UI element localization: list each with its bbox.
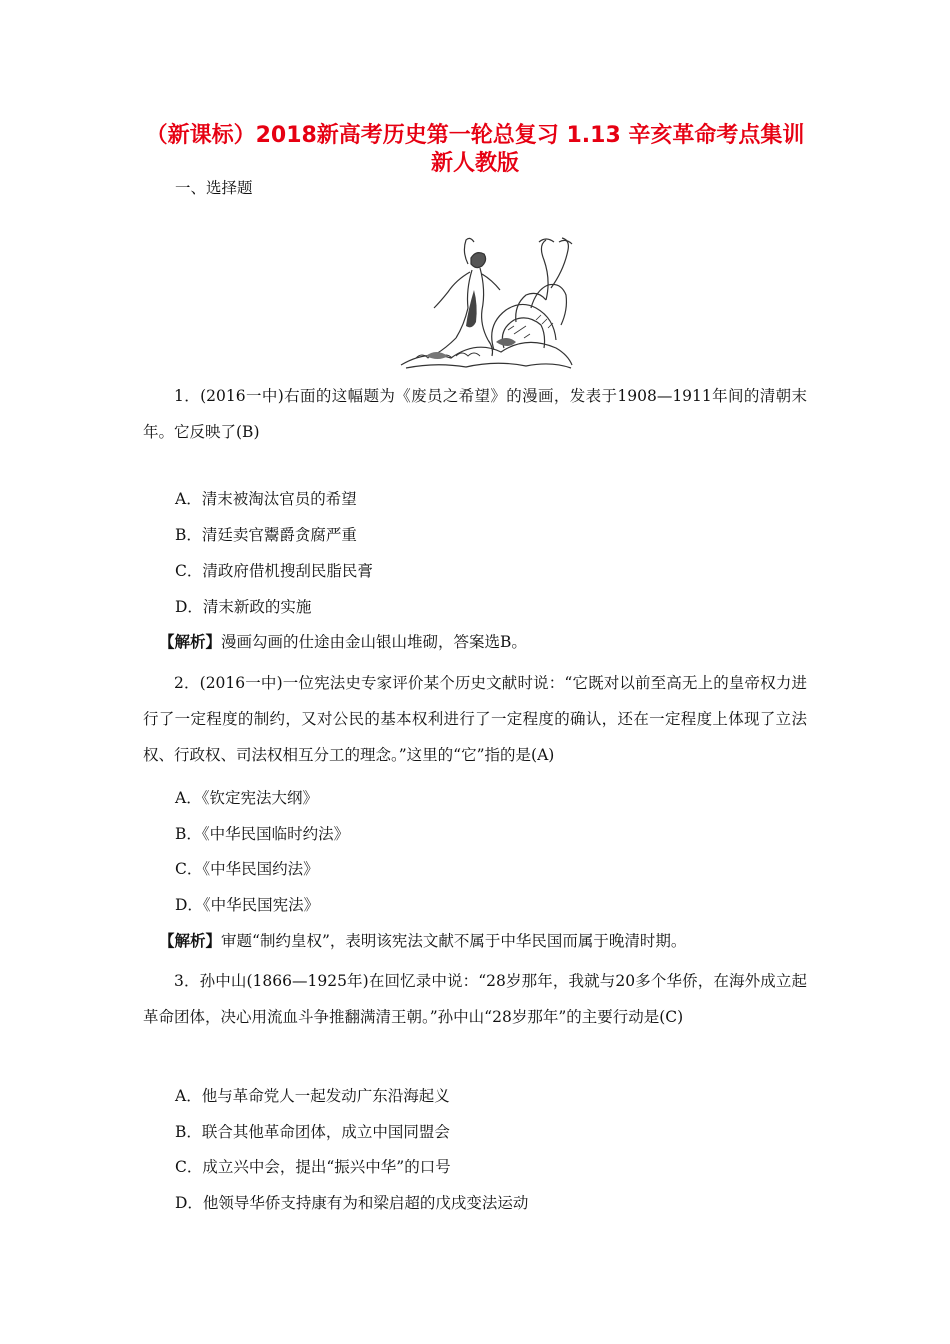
question-2-option-d: D．《中华民国宪法》 [175,896,320,914]
question-3-option-a: A．他与革命党人一起发动广东沿海起义 [175,1087,450,1105]
question-3-option-b: B．联合其他革命团体，成立中国同盟会 [175,1123,450,1141]
analysis-text: 审题“制约皇权”，表明该宪法文献不属于中华民国而属于晚清时期。 [221,932,687,950]
question-1-option-c: C．清政府借机搜刮民脂民膏 [175,562,373,580]
analysis-label: 【解析】 [159,931,222,950]
question-2-option-c: C．《中华民国约法》 [175,860,319,878]
question-2-stem [143,665,807,773]
document-title-line1: （新课标）2018新高考历史第一轮总复习 1.13 辛亥革命考点集训 [145,123,805,148]
question-1-text: 1．(2016一中)右面的这幅题为《废员之希望》的漫画，发表于1908—1911年间的清朝末年。它反映了(B) [143,387,807,441]
question-1-stem [143,378,807,450]
question-3-option-c: C．成立兴中会，提出“振兴中华”的口号 [175,1158,451,1176]
analysis-label: 【解析】 [159,632,222,651]
section-heading: 一、选择题 [175,179,253,197]
question-3-text: 3．孙中山(1866—1925年)在回忆录中说：“28岁那年，我就与20多个华侨，在海外成立起革命团体，决心用流血斗争推翻满清王朝。”孙中山“28岁那年”的主要行动是(C) [143,972,807,1026]
question-1-option-b: B．清廷卖官鬻爵贪腐严重 [175,526,357,544]
question-1-option-a: A．清末被淘汰官员的希望 [175,490,357,508]
question-1-analysis [159,632,527,652]
question-2-text: 2．(2016一中)一位宪法史专家评价某个历史文献时说：“它既对以前至高无上的皇帝权力进行了一定程度的制约，又对公民的基本权利进行了一定程度的确认，还在一定程度上体现了立法权、行政权、司法权相互分工的理念。”这里的“它”指的是(A) [143,674,807,764]
question-2-option-b: B．《中华民国临时约法》 [175,825,350,843]
question-3-stem [143,963,807,1035]
question-2-analysis [159,931,686,951]
document-title-line2: 新人教版 [430,151,519,176]
analysis-text: 漫画勾画的仕途由金山银山堆砌，答案选B。 [221,633,527,651]
question-1-option-d: D．清末新政的实施 [175,598,312,616]
question-3-option-d: D．他领导华侨支持康有为和梁启超的戊戌变法运动 [175,1194,529,1212]
cartoon-illustration [396,230,576,375]
question-2-option-a: A．《钦定宪法大纲》 [175,789,318,807]
